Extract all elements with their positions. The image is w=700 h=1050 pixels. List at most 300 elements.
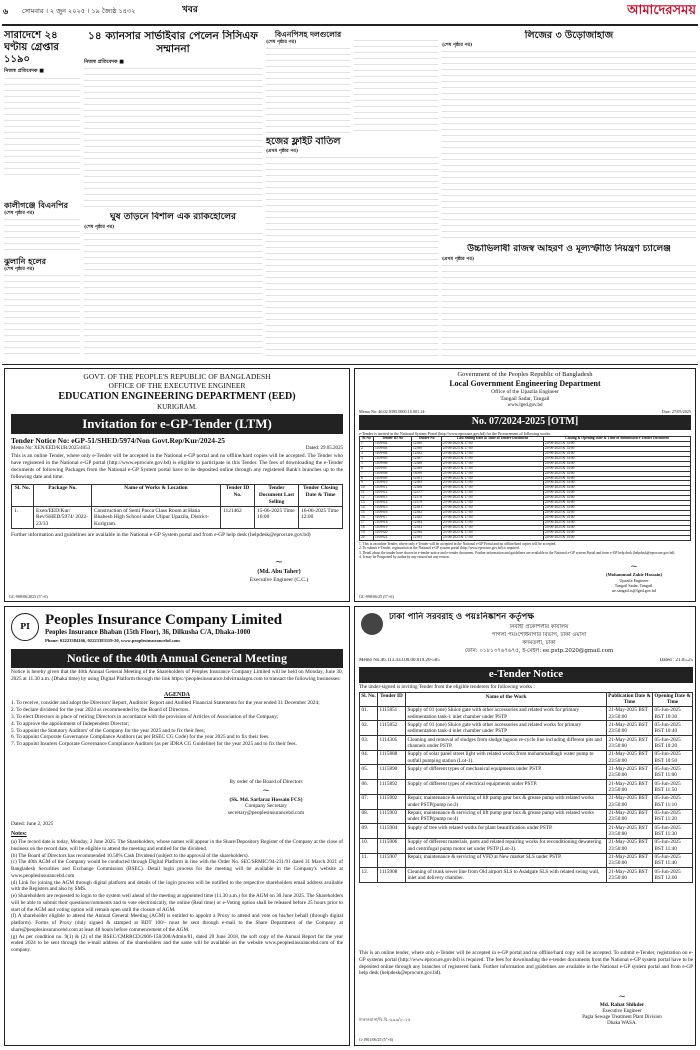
table-cell: 24-06-2025 & 14:00 (543, 481, 690, 486)
list-item: 2. To submit e-Tender, registration in the National e-GP system portal (http://www.eprocure.gov.bd) is required. (359, 546, 520, 551)
note-item: (g) As per condition no. 9(1) & (2) of the BSEC/CMRRCD/2006-158/208/Admin/81, dated 20 June 2018, the soft copy of the Annual Report for the year ended 2024 to be sent through the e-mail address of the shareholders and the same will be available on the website www.peoplesinsurancebd.com of the company. (11, 933, 343, 953)
story-airline-byline: (শেষ পৃষ্ঠার পর) (442, 42, 473, 48)
eed-row-works: Construction of Semi Pacca Class Room at Hatia Bhabesh High School under Ulipur Upazila, District-Kurigram. (92, 507, 221, 529)
peoples-signature-mark: ~ (262, 785, 270, 796)
table-cell: 05-Jun-2025 BST 11:40 (653, 838, 693, 853)
lged-designation: Upazila Engineer (619, 577, 649, 583)
peoples-address: Peoples Insurance Bhaban (15th Floor), 36, Dilkusha C/A, Dhaka-1000 (45, 629, 251, 636)
table-cell: 12390 (412, 446, 442, 451)
peoples-banner: Notice of the 40th Annual General Meeting (11, 649, 343, 668)
table-cell: 08. (360, 809, 378, 824)
eed-col-closing: Tender Closing Date & Time (299, 484, 343, 506)
eed-row-last-selling: 15-06-2025 Time 16:00 (255, 507, 299, 529)
peoples-email: secretary@peoplesinsurancebd.com (227, 809, 305, 816)
eed-col-last-selling: Tender Document Last Selling (255, 484, 299, 506)
table-cell: 1109917 (374, 516, 412, 521)
wasa-ref: ঢাকাওয়াসা/বি.বি.-৯৯৯/২০২৫ (359, 1017, 411, 1022)
table-cell: 21-May-2025 BST 23:50:00 (607, 809, 653, 824)
table-cell: 16590 (412, 471, 442, 476)
table-row (360, 809, 693, 824)
table-cell: 05-Jun-2025 BST 10:20 (653, 736, 693, 751)
table-cell: 2 (360, 446, 374, 451)
wasa-address: কদমতলী, ঢাকা (522, 640, 556, 646)
table-cell: Cleaning and removal of sludges from sludge lagoon re-cycle line including different pits and channels under PSTP. (406, 736, 607, 751)
table-cell: 1115908 (378, 868, 406, 883)
story-arrest-title: সারাদেশে ২৪ ঘণ্টায় গ্রেপ্তার ১১৯০ (4, 30, 59, 65)
table-cell: 21-May-2025 BST 23:50:00 (607, 750, 653, 765)
eed-memo: Memo No: XEN/EED/KUR/2025/4053 (11, 445, 91, 451)
table-cell: 21-May-2025 BST 23:50:00 (607, 794, 653, 809)
table-cell: 12380 (412, 441, 442, 446)
table-cell: 6 (360, 466, 374, 471)
wasa-signature-block (557, 992, 687, 1028)
table-cell: 1109911 (374, 486, 412, 491)
table-cell: 1115890 (378, 765, 406, 780)
eed-signature-mark: ~ (274, 557, 284, 568)
story-airline (442, 30, 696, 245)
table-cell: 24-06-2025 & 14:00 (543, 521, 690, 526)
table-cell: 12389 (412, 466, 442, 471)
table-cell: Supply of 01 (one) Sluice gate with other accessories and related works for primary sedimentation tank-4 inlet chamber under PSTP (406, 721, 607, 736)
story-bribe (84, 212, 262, 362)
lged-dept: Local Government Engineering Department (449, 379, 601, 389)
eed-tender-ad (4, 368, 350, 602)
table-cell: 1115903 (378, 809, 406, 824)
table-cell: Repair, maintenance & servicing of lift pump gear box & grease pump with related works under PSTP(pump no:4) (406, 809, 607, 824)
peoples-order: By order of the Board of Directors (229, 779, 303, 785)
lged-email: ue.sangail.ts@lged.gov.bd (611, 588, 657, 594)
table-cell: 12392 (412, 451, 442, 456)
table-cell: 07. (360, 794, 378, 809)
table-cell: 1109906 (374, 461, 412, 466)
table-cell: 11. (360, 853, 378, 868)
table-cell: 1109910 (374, 481, 412, 486)
table-cell: 23-06-2025 & 17:00 (442, 471, 544, 476)
wasa-table-header (360, 693, 693, 707)
table-cell: 1115851 (378, 706, 406, 721)
lged-code: GC-998/06/25 (5"×6) (359, 594, 394, 599)
table-cell: 12387 (412, 456, 442, 461)
table-cell: 15 (360, 511, 374, 516)
table-cell: Cleaning of trunk sewer line from Old airport SLS to Asadgate SLS with related swing wall, inlet and delivery chamber. (406, 868, 607, 883)
story-kaliganj-title: কালীগঞ্জে বিএনপির (4, 200, 68, 210)
agenda-item: 2. To declare dividend for the year 2024 as recommended by the Board of Directors. (11, 706, 190, 713)
table-cell: 24-06-2025 & 14:00 (543, 516, 690, 521)
table-cell: 12 (360, 496, 374, 501)
wasa-col-publication: Publication Date & Time (608, 693, 651, 706)
peoples-agenda-title: AGENDA (163, 692, 190, 698)
wasa-memo-line (359, 658, 693, 664)
table-cell: 1109912 (374, 491, 412, 496)
eed-banner: Invitation for e-GP-Tender (LTM) (11, 414, 343, 434)
story-bnp-title: বিএনপিসহ দলগুলোর (274, 30, 342, 39)
story-cancer-byline: নিজস্ব প্রতিবেদক ■ (84, 59, 124, 66)
table-cell: 05-Jun-2025 BST 10:30 (653, 706, 693, 721)
lged-signer: (Mohammad Zakir Hossain) (605, 572, 663, 577)
story-cancer (84, 30, 262, 210)
table-cell: 05-Jun-2025 BST 11:00 (653, 765, 693, 780)
table-cell: 1109916 (374, 511, 412, 516)
story-revenue-title: উচ্চাভিলাষী রাজস্ব আহরণ ও মূল্যস্ফীতি নিয়ন্ত্রণ চ্যালেঞ্জ (467, 244, 671, 254)
note-item: (a) The record date is today, Monday, 2 June 2025. The Shareholders, whose names will appear in the Share/Depository Register of the Company at the close of business on the record date, will be eligible to attend the meeting and entitled for the dividend. (11, 839, 343, 852)
table-cell: 1115906 (378, 838, 406, 853)
table-cell: 16 (360, 516, 374, 521)
wasa-division: পাগলা পয়ঃশোধনাগার বিভাগ, ঢাকা ওয়াসা (491, 632, 587, 638)
eed-row-tender-id: 1121462 (221, 507, 255, 529)
table-cell: 1109921 (374, 535, 412, 540)
story-revenue-byline: (প্রথম পৃষ্ঠার পর) (442, 257, 475, 263)
table-cell: 1109920 (374, 530, 412, 535)
table-cell: 8 (360, 476, 374, 481)
table-cell: 21-May-2025 BST 23:50:00 (607, 838, 653, 853)
lged-col-tender-no: Tender No (412, 436, 442, 441)
eed-office: OFFICE OF THE EXECUTIVE ENGINEER (108, 381, 246, 391)
table-cell: 23-06-2025 & 17:00 (442, 506, 544, 511)
lged-table (359, 436, 691, 541)
table-cell: 23-06-2025 & 17:00 (442, 481, 544, 486)
story-jhulani (4, 256, 80, 361)
peoples-contact: Phone: 02223384166, 02223383119-20, www.peoplesinsurancebd.com (45, 638, 180, 643)
story-airline-title: লিজের ৩ উড়োজাহাজ (524, 30, 614, 41)
wasa-office: নির্বাহী প্রকৌশলীর কার্যালয় (509, 624, 569, 630)
eed-designation: Executive Engineer (C.C.) (249, 576, 309, 583)
table-cell: Supply of different types of mechanical equipments under PSTP. (406, 765, 607, 780)
table-cell: 1 (360, 441, 374, 446)
table-cell: 12385 (412, 481, 442, 486)
table-cell: 21-May-2025 BST 23:50:00 (607, 721, 653, 736)
lged-memo: Memo No: 46.02.9395.0000.16.001.14- (359, 409, 426, 415)
eed-notice-no: Tender Notice No: eGP-51/SHED/5974/Non Govt.Rep/Kur/2024-25 (11, 436, 225, 446)
table-cell: 1109919 (374, 526, 412, 531)
wasa-intro: The under-signed is inviting Tender from the eligible tenderers for following works : (359, 684, 535, 690)
agenda-item: 5. To appoint the Statutory Auditors' of the Company for the year 2025 and to fix their fees; (11, 727, 206, 734)
table-cell: 24-06-2025 & 14:00 (543, 451, 690, 456)
eed-date: Dated: 29.05.2025 (305, 445, 343, 451)
list-item: 4. It may be Postponed by authority any reason/not any reason. (359, 554, 450, 559)
wasa-col-opening: Opening Date & Time (654, 693, 691, 706)
masthead-date: সোমবার । ২ জুন ২০২৫ । ১৯ জ্যৈষ্ঠ ১৪৩২ (22, 7, 136, 15)
eed-row-sl: 1. (12, 507, 34, 529)
table-cell: 23-06-2025 & 17:00 (442, 501, 544, 506)
agenda-item: 4. To approve the appointment of Independent Director; (11, 720, 130, 727)
table-cell: 05-Jun-2025 BST 11:40 (653, 853, 693, 868)
table-cell: 12388 (412, 461, 442, 466)
lged-office: Office of the Upazila Engineer (491, 389, 559, 396)
wasa-contact: ফোন: ০১৮১৩৭৬৭৬৭৫, ই-মেইল: ee.pstp.2020@gmail.com (464, 648, 614, 654)
table-cell: 13 (360, 501, 374, 506)
story-kaliganj (4, 200, 80, 255)
wasa-logo-icon (361, 613, 383, 635)
table-row (360, 721, 693, 736)
note-item: (e) Shareholders are requested to login to the system well ahead of the meeting at appointed time (11.30 a.m.) for the AGM on 30 June 2025. The Shareholders will be able to submit their questions/comments and to vote electronically, the online (Real time) or e-Voting option shall be released before 25 hours prior to start of the AGM and voting option will remain open until the closure of AGM. (11, 893, 343, 913)
table-cell: 11 (360, 491, 374, 496)
story-arrest-byline: নিজস্ব প্রতিবেদক ■ (4, 68, 44, 74)
table-cell: 21-May-2025 BST 23:50:00 (607, 780, 653, 795)
list-item: 1. This is an online Tender, where only e-Tender will be accepted in the National e-GP Portal and no offline/hard copies will be accepted. (359, 541, 557, 546)
table-cell: 1109904 (374, 451, 412, 456)
table-cell: 1109915 (374, 506, 412, 511)
wasa-col-tender-id: Tender ID (378, 693, 406, 707)
table-cell: 1115902 (378, 794, 406, 809)
table-cell: 18 (360, 526, 374, 531)
table-cell: 05-Jun-2025 BST 10:50 (653, 750, 693, 765)
table-cell: 23-06-2025 & 17:00 (442, 446, 544, 451)
table-cell: Supply of different types of electrical equipments under PSTP. (406, 780, 607, 795)
wasa-tender-ad (354, 606, 696, 1046)
note-item: (f) A shareholder eligible to attend the Annual General Meeting (AGM) is entitled to appoint a Proxy to attend and vote on his/her behalf (through digital platform). Forms of Proxy (duly signed & stamped at BDT 100/- must be sent through e-mail to the Share Department of the Company at share@peoplesinsurancebd.com at least 48 hours before commencement of the AGM. (11, 913, 343, 933)
eed-row-closing: 16-06-2025 Time 12:00 (299, 507, 343, 529)
table-cell: 23-06-2025 & 17:00 (442, 511, 544, 516)
table-cell: 24-06-2025 & 14:00 (543, 491, 690, 496)
lged-col-sl: SI No (360, 436, 374, 441)
peoples-signer: (Sk. Md. Sarfaraz Hossain FCS) (229, 796, 303, 803)
story-arrest-body (4, 76, 80, 178)
eed-footer: Further information and guidelines are available in the National e-GP System portal and from e-GP help desk (helpdesk@eprocure.gov.bd) (11, 532, 311, 539)
table-cell: 24-06-2025 & 14:00 (543, 461, 690, 466)
table-cell: 23-06-2025 & 17:00 (442, 476, 544, 481)
agenda-item: 7. To appoint Insurers Corporate Governance Compliance Auditors (as per IDRA CG Guideline) for the year 2025 and to fix their fees. (11, 741, 297, 748)
table-cell: 1115907 (378, 853, 406, 868)
table-cell: 1115852 (378, 721, 406, 736)
news-bottom-rule (2, 364, 698, 365)
table-cell: 23-06-2025 & 17:00 (442, 466, 544, 471)
table-cell: 21-May-2025 BST 23:50:00 (607, 853, 653, 868)
eed-table (11, 484, 343, 530)
story-jhulani-byline: (শেষ পৃষ্ঠার পর) (4, 267, 35, 272)
table-cell: 1109909 (374, 476, 412, 481)
table-cell: 12384 (412, 521, 442, 526)
table-cell: 10. (360, 838, 378, 853)
table-cell: 24-06-2025 & 14:00 (543, 446, 690, 451)
table-cell: 24-06-2025 & 14:00 (543, 441, 690, 446)
table-cell: 4 (360, 456, 374, 461)
eed-col-works: Name of Works & Location (92, 484, 221, 506)
table-cell: 12. (360, 868, 378, 883)
table-cell: Repair, maintenance & servicing of VFD at New market SLS under PSTP. (406, 853, 607, 868)
table-cell: 24-06-2025 & 14:00 (543, 501, 690, 506)
table-row (360, 736, 693, 751)
eed-code: GC-908/06/2025 (5"×6) (9, 594, 48, 599)
table-cell: 12379 (412, 501, 442, 506)
wasa-signature-mark: ~ (618, 992, 626, 1002)
wasa-table (359, 692, 693, 883)
table-cell: 1109908 (374, 471, 412, 476)
table-cell: 17 (360, 521, 374, 526)
peoples-dated: Dated: June 2, 2025 (11, 821, 54, 827)
table-cell: 23-06-2025 & 17:00 (442, 521, 544, 526)
story-revenue (442, 244, 696, 362)
eed-intro: This is an online Tender, where only e-Tender will be accepted in the National e-GP portal and no offline/hard copies will be accepted. The Tender who have registered in the National e-GP portal (http://www.eprocure.gov.bd) is eligible to participate in this Tender. The fees of downloading the e-Tender documents of following Packages from the National e-GP System portal have to be deposited online through any registered Bank's branches up to the following date and time. (11, 452, 343, 480)
table-row (360, 868, 693, 883)
table-cell: Supply of different materials, parts and related repairing works for reconditioning dewatering and centrifugal pump motor set under PSTP (Lot-3). (406, 838, 607, 853)
table-cell: 05-Jun-2025 BST 11:20 (653, 809, 693, 824)
eed-table-header (12, 484, 343, 506)
lged-date: Date: 27/05/2025 (661, 409, 691, 415)
story-kaliganj-byline: (শেষ পৃষ্ঠার পর) (4, 211, 35, 216)
table-cell: 12377 (412, 491, 442, 496)
agenda-item: 3. To elect Directors in place of retiring Directors in accordance with the provision of Articles of Association of the Company; (11, 713, 279, 720)
eed-place: KURIGRAM. (157, 403, 197, 412)
table-cell: 05-Jun-2025 BST 11:30 (653, 824, 693, 839)
wasa-footer: This is an online tender, where only e-Tender will be accepted in e-GP portal and no offline/hard copy will be accepted. To submit e-Tender, registration on e-GP systems portal (http://www.eprocure.gov.bd) is required. The fees for downloading the e-tender documents from the National e-GP system portal have to be deposited online through any branches of registered bank. Further information and guidelines are available in the National e-GP system portal and from e-GP help desk (helpdesk@eprocure.gov.bd). (359, 950, 693, 977)
table-cell: 21-May-2025 BST 23:50:00 (607, 765, 653, 780)
list-item: 3. Detail about the tender have shown in e-tender notice and e-tender document. Further information and guidelines are available in the National e-GP system Portal and from e-GP help desk (helpdesk@eprocure.gov.bd). (359, 550, 676, 555)
wasa-date: Dated : 21.05.25 (659, 658, 693, 663)
wasa-designation: Executive Engineer (602, 1008, 642, 1014)
table-cell: 24-06-2025 & 14:00 (543, 486, 690, 491)
table-cell: 12395 (412, 535, 442, 540)
table-cell: 21-May-2025 BST 23:50:00 (607, 824, 653, 839)
table-cell: 12381 (412, 506, 442, 511)
story-bribe-title: ঘুষ তাড়নে বিশাল এক র‍্যাকহোলের (110, 212, 236, 222)
eed-gov: GOVT. OF THE PEOPLE'S REPUBLIC OF BANGLADESH (83, 372, 271, 381)
table-cell: 5 (360, 461, 374, 466)
table-cell: 23-06-2025 & 17:00 (442, 516, 544, 521)
eed-col-package: Package No. (34, 484, 92, 506)
table-row (360, 853, 693, 868)
table-cell: 10 (360, 486, 374, 491)
eed-row-package: Exen/EED/Kur/ Rev/SHED/5974/ 2022-23/33 (34, 507, 92, 529)
table-row (360, 780, 693, 795)
wasa-title: ঢাকা পানি সরবরাহ ও পয়ঃনিষ্কাশন কর্তৃপক্ষ (389, 612, 535, 622)
lged-col-last-selling: Last Selling Date & Time of Tender Document (442, 436, 544, 441)
lged-intro: e-Tender is invited in the National System Portal (http://www.eprocure.gov.bd) for the Procurement of following works. (359, 430, 552, 436)
wasa-col-work: Name of the Work (406, 693, 607, 707)
masthead-rule (2, 24, 698, 26)
lged-signature-mark: ~ (630, 562, 638, 572)
peoples-intro: Notice is hereby given that the 40th Annual General Meeting of the Shareholders of Peoples Insurance Company Limited will be held on Monday, June 30, 2025 at 11.30 a.m. (Dhaka time) by using Digital Platform through the link https://peoplesinsurance.bdvirtualagm.com to transact the following businesses: (11, 669, 343, 682)
table-cell: 05-Jun-2025 BST 11:10 (653, 794, 693, 809)
table-cell: 04. (360, 750, 378, 765)
table-row (360, 765, 693, 780)
note-item: (b) The Board of Directors has recommended 10.50% Cash Dividend (subject to the approval of the shareholders). (11, 852, 249, 859)
table-cell: 24-06-2025 & 14:00 (543, 496, 690, 501)
story-hajj (266, 136, 438, 361)
table-cell: 23-06-2025 & 17:00 (442, 496, 544, 501)
table-cell: 1109907 (374, 466, 412, 471)
table-cell: 05. (360, 765, 378, 780)
table-cell: 3 (360, 451, 374, 456)
peoples-company: Peoples Insurance Company Limited (45, 612, 283, 628)
table-cell: 1115888 (378, 750, 406, 765)
note-item: (d) Link for joining the AGM through digital platform and details of the login process will be notified to the respective shareholders email address available with the Registers and also by SMS. (11, 879, 343, 893)
table-cell: 05-Jun-2025 BST 10:40 (653, 721, 693, 736)
table-cell: 1109914 (374, 501, 412, 506)
table-cell: 24-06-2025 & 14:00 (543, 476, 690, 481)
table-row (360, 535, 691, 540)
table-cell: 1109913 (374, 496, 412, 501)
section-name: খবর (182, 5, 198, 15)
table-cell: 23-06-2025 & 17:00 (442, 491, 544, 496)
table-cell: 12383 (412, 516, 442, 521)
table-cell: 23-06-2025 & 17:00 (442, 456, 544, 461)
table-cell: 23-06-2025 & 17:00 (442, 526, 544, 531)
table-cell: 24-06-2025 & 14:00 (543, 535, 690, 540)
peoples-order-block (191, 779, 341, 816)
eed-col-tender-id: Tender ID No. (221, 484, 255, 506)
table-cell: 23-06-2025 & 17:00 (442, 535, 544, 540)
table-cell: 1115904 (378, 824, 406, 839)
wasa-org: Dhaka WASA. (607, 1021, 637, 1027)
story-hajj-byline: (প্রথম পৃষ্ঠার পর) (266, 148, 299, 154)
lged-web: www.lged.gov.bd (507, 402, 543, 408)
table-cell: 14 (360, 506, 374, 511)
table-cell: 05-Jun-2025 BST 12:00 (653, 868, 693, 883)
table-cell: 23-06-2025 & 17:00 (442, 486, 544, 491)
wasa-banner: e-Tender Notice (359, 667, 693, 683)
peoples-designation: Company Secretary (245, 803, 287, 810)
story-cancer-title: ১৪ ক্যানসার সার্ভাইবার পেলেন সিসিএফ সম্মাননা (88, 30, 258, 56)
peoples-notes (11, 839, 343, 954)
story-bnp (266, 30, 350, 135)
table-cell: 1109902 (374, 441, 412, 446)
story-jhulani-title: ঝুলানি হলের (4, 256, 46, 266)
table-cell: 7 (360, 471, 374, 476)
eed-dept: EDUCATION ENGINEERING DEPARTMENT (EED) (58, 390, 296, 402)
lged-place2: Tangail Sadar, Tangail. (614, 582, 654, 588)
wasa-memo: Memo No.46.113.433.00.00.019.20-585 (359, 658, 440, 663)
table-row (360, 706, 693, 721)
wasa-division2: Pagla Sewage Treatment Plant Division (582, 1015, 662, 1020)
table-cell: 24-06-2025 & 14:00 (543, 526, 690, 531)
table-cell: 24-06-2025 & 14:00 (543, 530, 690, 535)
table-cell: 21-May-2025 BST 23:50:00 (607, 736, 653, 751)
lged-col-tender-id: Tender ID No (374, 436, 412, 441)
agenda-item: 1. To receive, consider and adopt the Directors' Report, Auditors' Report and Audited Financial Statements for the year ended 31 December 2024; (11, 700, 320, 706)
table-cell: 05-Jun-2025 BST 11:50 (653, 780, 693, 795)
lged-gov: Government of the Peoples Republic of Bangladesh (457, 371, 593, 378)
story-arrest (4, 30, 80, 200)
table-cell: 12378 (412, 496, 442, 501)
wasa-signer: Md. Rahat Shikder (599, 1002, 645, 1008)
peoples-logo-icon: PI (11, 613, 39, 641)
lged-banner: No. 07/2024-2025 [OTM] (359, 415, 691, 430)
table-cell: 24-06-2025 & 14:00 (543, 511, 690, 516)
table-cell: 21-May-2025 BST 23:50:00 (607, 706, 653, 721)
table-cell: 23-06-2025 & 17:00 (442, 530, 544, 535)
table-cell: 1115892 (378, 780, 406, 795)
eed-col-sl: Sl. No. (12, 484, 34, 506)
lged-col-closing: Closing & Opening Date & Time of Submission e-Tender Document (543, 436, 690, 441)
page-number: ৬ (3, 6, 9, 16)
table-cell: 21-May-2025 BST 23:50:00 (607, 868, 653, 883)
table-cell: 1114305 (378, 736, 406, 751)
peoples-notes-title: Notes: (11, 831, 27, 837)
table-row (360, 794, 693, 809)
table-cell: 12382 (412, 511, 442, 516)
table-row (12, 507, 343, 529)
table-cell: 24-06-2025 & 14:00 (543, 471, 690, 476)
table-cell: 09. (360, 824, 378, 839)
table-cell: 06. (360, 780, 378, 795)
table-row (360, 824, 693, 839)
table-cell: 24-06-2025 & 14:00 (543, 506, 690, 511)
lged-memo-line (355, 409, 695, 414)
table-cell: Supply of 01 (one) Sluice gate with other accessories and related work for primary sedimentation tank-1 inlet chamber under PSTP (406, 706, 607, 721)
brand-logo: আমাদেরসময় (627, 3, 696, 18)
table-cell: 20 (360, 535, 374, 540)
story-bnp-byline: (শেষ পৃষ্ঠার পর) (266, 40, 297, 46)
story-hajj-title: হজের ফ্লাইট বাতিল (266, 136, 341, 147)
table-cell: 12393 (412, 526, 442, 531)
eed-signature-block (219, 557, 339, 583)
table-cell: Repair, maintenance & servicing of lift pump gear box & grease pump with related works under PSTP(pump no:3) (406, 794, 607, 809)
wasa-code: G-1901/06/25 (5"×6) (359, 1037, 393, 1042)
lged-tender-ad (354, 368, 696, 602)
agenda-item: 6. To appoint Corporate Governance Compliance Auditors (as per BSEC CG Code) for the year 2025 and to fix their fees. (11, 734, 270, 741)
table-cell: 23-06-2025 & 17:00 (442, 441, 544, 446)
wasa-col-sl: Sl. No. (360, 693, 378, 707)
